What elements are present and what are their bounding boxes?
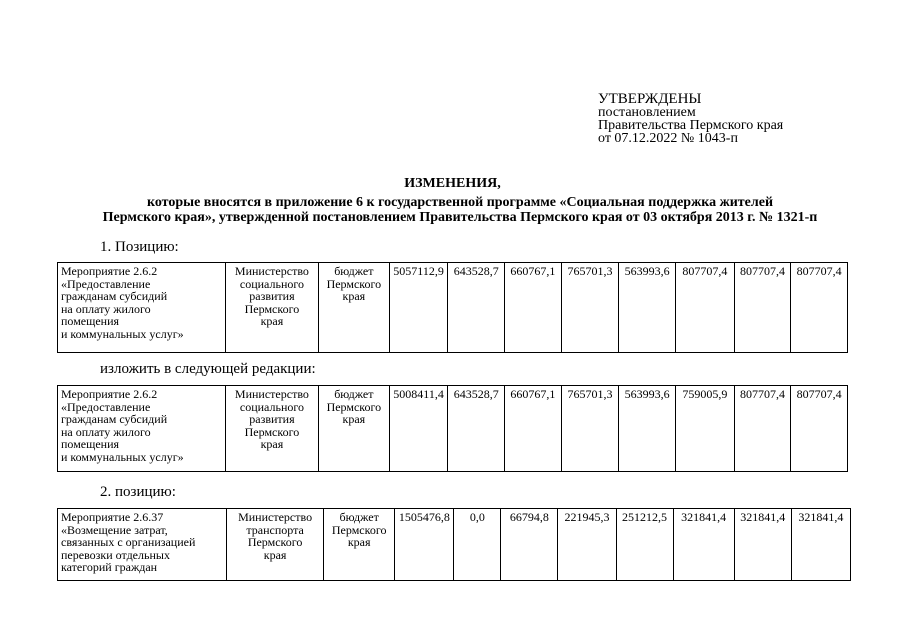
executor-text: края <box>263 547 287 562</box>
value-cell: 5057112,9 <box>389 263 448 353</box>
executor-text: Пермского <box>244 424 300 439</box>
event-text: «Предоставление <box>61 276 151 291</box>
value-cell: 251212,5 <box>616 509 673 581</box>
value-cell: 765701,3 <box>561 263 619 353</box>
event-text: помещения <box>61 314 120 328</box>
source-cell <box>318 386 389 472</box>
value-cell: 66794,8 <box>501 509 558 581</box>
table-row <box>58 509 851 581</box>
position-table-1 <box>57 262 848 353</box>
replace-label: изложить в следующей редакции: <box>100 361 316 377</box>
source-text: бюджет <box>339 510 379 524</box>
source-text: Пермского <box>326 399 382 414</box>
executor-text: края <box>260 437 284 451</box>
source-text: Пермского <box>331 522 387 537</box>
value-cell: 759005,9 <box>675 386 734 472</box>
table-row <box>58 386 848 472</box>
document-title: ИЗМЕНЕНИЯ, <box>404 176 501 191</box>
approval-line: постановлением <box>598 105 696 120</box>
executor-text: Пермского <box>247 535 303 549</box>
source-cell <box>324 509 395 581</box>
executor-text: края <box>260 314 284 328</box>
event-text: на оплату жилого <box>61 301 151 316</box>
value-cell: 321841,4 <box>734 509 791 581</box>
executor-text: социального <box>239 399 304 414</box>
executor-cell <box>225 386 318 472</box>
executor-text: развития <box>249 289 295 303</box>
value-cell: 563993,6 <box>619 263 676 353</box>
value-cell: 660767,1 <box>505 263 562 353</box>
value-cell: 807707,4 <box>734 386 791 472</box>
subtitle-line: Пермского края», утвержденной постановлением Правительства Пермского края от 03 октября 2013 г. № 1321-п <box>102 210 818 225</box>
section-2-label: 2. позицию: <box>100 484 176 500</box>
event-text: связанных с организацией <box>61 535 196 549</box>
event-text: «Возмещение затрат, <box>61 522 168 537</box>
event-text: гражданам субсидий <box>61 289 168 303</box>
event-text: помещения <box>61 437 120 451</box>
event-text: категорий граждан <box>61 560 158 574</box>
source-text: бюджет <box>334 387 374 401</box>
value-cell: 563993,6 <box>619 386 676 472</box>
event-text: и коммунальных услуг» <box>61 326 184 341</box>
section-1-label: 1. Позицию: <box>100 239 179 255</box>
event-cell <box>58 509 227 581</box>
position-table-2 <box>57 385 848 472</box>
executor-text: Министерство <box>238 510 313 524</box>
source-cell <box>318 263 389 353</box>
executor-text: Пермского <box>244 301 300 316</box>
executor-text: развития <box>249 412 295 426</box>
value-cell: 643528,7 <box>448 263 505 353</box>
subtitle-line: которые вносятся в приложение 6 к государственной программе «Социальная поддержка жителей <box>146 195 774 210</box>
value-cell: 321841,4 <box>673 509 734 581</box>
value-cell: 321841,4 <box>791 509 850 581</box>
executor-text: социального <box>239 276 304 291</box>
value-cell: 643528,7 <box>448 386 505 472</box>
source-text: края <box>347 535 371 549</box>
source-text: бюджет <box>334 264 374 278</box>
document-subtitle <box>40 195 880 225</box>
executor-cell <box>225 263 318 353</box>
approval-line: от 07.12.2022 № 1043-п <box>598 131 738 146</box>
executor-cell <box>227 509 324 581</box>
value-cell: 765701,3 <box>561 386 619 472</box>
event-text: Мероприятие 2.6.2 <box>61 264 158 278</box>
event-cell <box>58 263 226 353</box>
event-text: Мероприятие 2.6.37 <box>61 510 164 524</box>
value-cell: 660767,1 <box>505 386 562 472</box>
event-text: гражданам субсидий <box>61 412 168 426</box>
executor-text: Министерство <box>234 264 309 278</box>
source-text: Пермского <box>326 276 382 291</box>
value-cell: 0,0 <box>454 509 501 581</box>
source-text: края <box>342 412 366 426</box>
approval-line: Правительства Пермского края <box>598 118 784 133</box>
value-cell: 807707,4 <box>675 263 734 353</box>
position-table-3 <box>57 508 851 581</box>
executor-text: транспорта <box>246 522 304 537</box>
table-row <box>58 263 848 353</box>
value-cell: 5008411,4 <box>389 386 448 472</box>
executor-text: Министерство <box>234 387 309 401</box>
event-text: на оплату жилого <box>61 424 151 439</box>
source-text: края <box>342 289 366 303</box>
event-cell <box>58 386 226 472</box>
approval-block <box>598 93 783 145</box>
event-text: перевозки отдельных <box>61 547 170 562</box>
event-text: «Предоставление <box>61 399 151 414</box>
value-cell: 807707,4 <box>734 263 791 353</box>
value-cell: 807707,4 <box>791 386 848 472</box>
value-cell: 1505476,8 <box>395 509 454 581</box>
approval-heading: УТВЕРЖДЕНЫ <box>598 91 702 107</box>
event-text: Мероприятие 2.6.2 <box>61 387 158 401</box>
value-cell: 221945,3 <box>558 509 616 581</box>
event-text: и коммунальных услуг» <box>61 449 184 464</box>
value-cell: 807707,4 <box>791 263 848 353</box>
